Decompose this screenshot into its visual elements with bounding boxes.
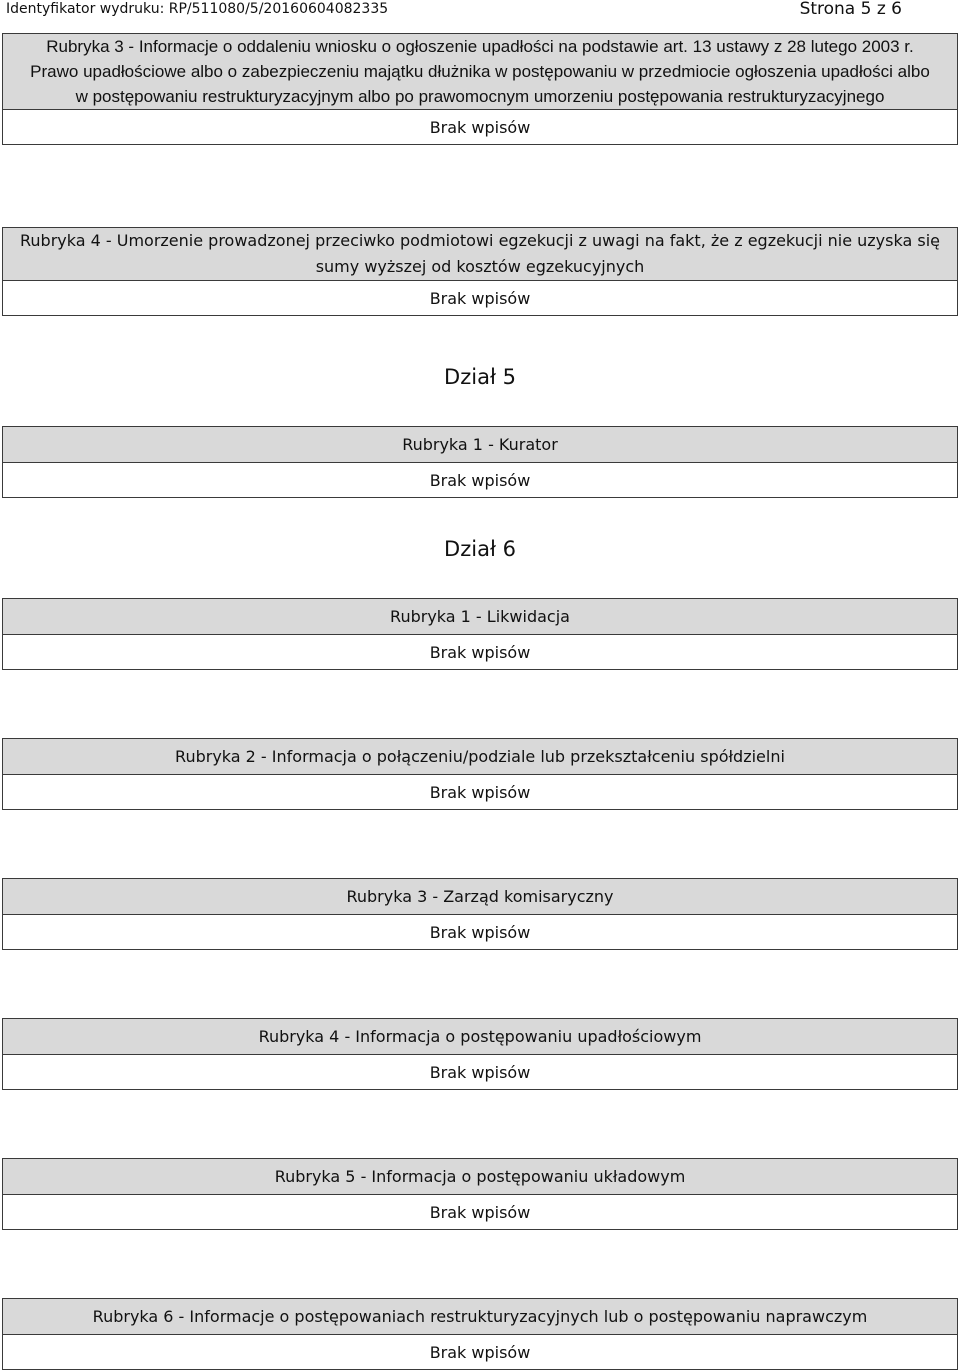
rubric-box-restructuring-proceedings bbox=[2, 1298, 958, 1370]
rubric-heading-line: Rubryka 3 - Zarząd komisaryczny bbox=[346, 887, 614, 906]
rubric-heading bbox=[3, 739, 957, 775]
rubric-value: Brak wpisów bbox=[3, 1335, 957, 1369]
rubric-heading bbox=[3, 1299, 957, 1335]
rubric-heading bbox=[3, 228, 957, 281]
rubric-heading-line: Rubryka 2 - Informacja o połączeniu/podziale lub przekształceniu spółdzielni bbox=[175, 747, 785, 766]
rubric-value: Brak wpisów bbox=[3, 1055, 957, 1089]
rubric-heading bbox=[3, 1019, 957, 1055]
rubric-box-arrangement-proceedings bbox=[2, 1158, 958, 1230]
rubric-box-bankruptcy-application bbox=[2, 33, 958, 145]
rubric-heading-line: Rubryka 4 - Informacja o postępowaniu upadłościowym bbox=[258, 1027, 702, 1046]
rubric-box-bankruptcy-proceedings bbox=[2, 1018, 958, 1090]
rubric-heading bbox=[3, 879, 957, 915]
rubric-heading bbox=[3, 1159, 957, 1195]
rubric-box-liquidation bbox=[2, 598, 958, 670]
rubric-heading-line: sumy wyższej od kosztów egzekucyjnych bbox=[315, 257, 645, 276]
rubric-heading-line: Rubryka 1 - Likwidacja bbox=[390, 607, 570, 626]
rubric-heading bbox=[3, 34, 957, 110]
rubric-value: Brak wpisów bbox=[3, 635, 957, 669]
rubric-value: Brak wpisów bbox=[3, 775, 957, 809]
section-title-dzial-6: Dział 6 bbox=[444, 537, 516, 561]
rubric-box-enforcement-discontinuation bbox=[2, 227, 958, 316]
rubric-value: Brak wpisów bbox=[3, 110, 957, 144]
rubric-heading-line: Rubryka 5 - Informacja o postępowaniu układowym bbox=[274, 1167, 686, 1186]
print-identifier: Identyfikator wydruku: RP/511080/5/20160604082335 bbox=[6, 1, 389, 17]
rubric-value: Brak wpisów bbox=[3, 915, 957, 949]
page-number: Strona 5 z 6 bbox=[799, 0, 902, 19]
rubric-heading-line: Rubryka 3 - Informacje o oddaleniu wniosku o ogłoszenie upadłości na podstawie art. 13 ustawy z 28 lutego 2003 r. bbox=[46, 37, 914, 56]
rubric-heading bbox=[3, 599, 957, 635]
rubric-heading-line: Rubryka 4 - Umorzenie prowadzonej przeciwko podmiotowi egzekucji z uwagi na fakt, że z egzekucji nie uzyska się bbox=[20, 231, 940, 250]
rubric-box-merger-info bbox=[2, 738, 958, 810]
rubric-heading-line: Rubryka 6 - Informacje o postępowaniach restrukturyzacyjnych lub o postępowaniu naprawczym bbox=[92, 1307, 868, 1326]
section-title-dzial-5: Dział 5 bbox=[444, 365, 516, 389]
rubric-heading-line: Rubryka 1 - Kurator bbox=[402, 435, 558, 454]
rubric-value: Brak wpisów bbox=[3, 1195, 957, 1229]
rubric-heading-line: Prawo upadłościowe albo o zabezpieczeniu majątku dłużnika w postępowaniu w przedmiocie ogłoszenia upadłości albo bbox=[30, 62, 930, 81]
rubric-value: Brak wpisów bbox=[3, 281, 957, 315]
rubric-box-receivership bbox=[2, 878, 958, 950]
rubric-value: Brak wpisów bbox=[3, 463, 957, 497]
rubric-heading bbox=[3, 427, 957, 463]
rubric-heading-line: w postępowaniu restrukturyzacyjnym albo po prawomocnym umorzeniu postępowania restrukturyzacyjnego bbox=[75, 87, 885, 106]
rubric-box-curator bbox=[2, 426, 958, 498]
